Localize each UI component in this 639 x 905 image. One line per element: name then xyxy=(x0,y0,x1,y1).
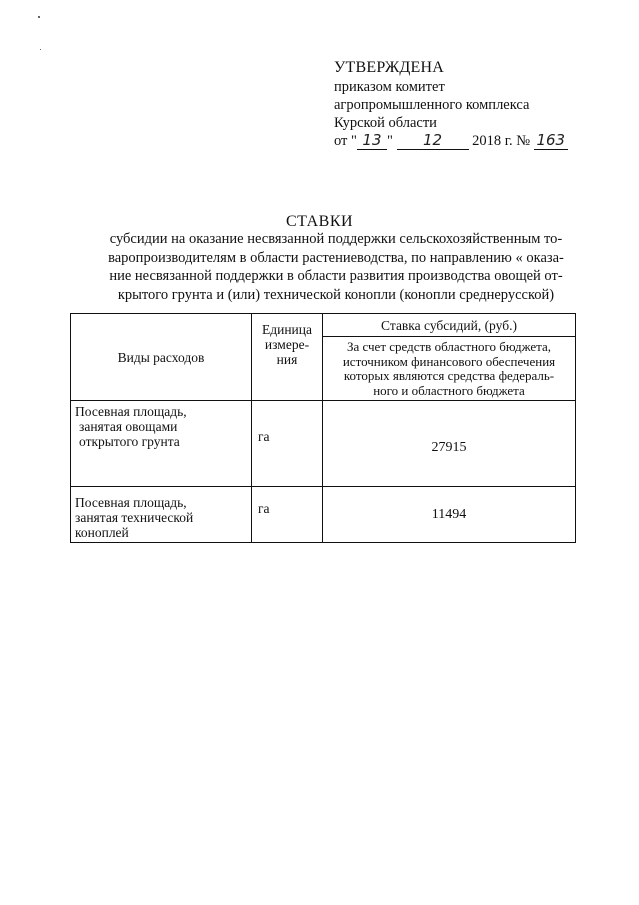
subtitle-line: крытого грунта и (или) технической конопли (конопли среднерусской) xyxy=(117,286,555,303)
header-unit-line: Единица xyxy=(261,322,312,337)
header-source-line: ного и областного бюджета xyxy=(373,382,525,398)
row-kind-line: Посевная площадь, xyxy=(75,404,187,419)
header-unit-line: измере- xyxy=(264,337,310,352)
subtitle-line: субсидии на оказание несвязанной поддержки сельскохозяйственным то- xyxy=(109,231,563,247)
row-rate: 11494 xyxy=(323,487,576,543)
row-expense-kind xyxy=(71,487,252,543)
table-row xyxy=(71,401,576,487)
approval-date-line xyxy=(334,132,624,150)
row-kind-line: коноплей xyxy=(75,525,129,540)
table-row xyxy=(71,487,576,543)
approval-block xyxy=(334,58,624,150)
header-expense-kind: Виды расходов xyxy=(71,314,252,401)
row-unit: га xyxy=(252,401,323,487)
date-quote: " xyxy=(386,133,393,149)
document-subtitle xyxy=(92,230,580,304)
document-title: СТАВКИ xyxy=(285,213,354,230)
header-source-line: которых являются средства федераль- xyxy=(343,368,555,383)
subtitle-line: варопроизводителям в области растениеводства, по направлению « оказа- xyxy=(108,249,564,266)
row-kind-line: занятая овощами xyxy=(79,419,178,434)
subtitle-line: ние несвязанной поддержки в области развития производства овощей от- xyxy=(109,268,563,284)
header-funding-source xyxy=(323,337,576,401)
row-kind-line: занятая технической xyxy=(75,510,194,525)
header-source-line: источником финансового обеспечения xyxy=(342,353,556,369)
rates-table xyxy=(70,313,576,543)
year-and-number-label: 2018 г. № xyxy=(472,133,531,149)
table-header-row xyxy=(71,314,576,337)
approval-title: УТВЕРЖДЕНА xyxy=(334,59,445,76)
header-unit-line: ния xyxy=(276,352,298,367)
number-blank xyxy=(534,132,568,150)
date-prefix: от " xyxy=(334,133,357,149)
row-rate: 27915 xyxy=(323,401,576,487)
approval-region-line: Курской области xyxy=(334,115,437,131)
header-unit xyxy=(252,314,323,401)
header-source-line: За счет средств областного бюджета, xyxy=(346,339,552,354)
handwritten-month: 12 xyxy=(422,131,443,149)
month-blank xyxy=(397,132,469,150)
day-blank xyxy=(357,132,387,150)
handwritten-day: 13 xyxy=(362,131,382,149)
row-unit: га xyxy=(252,487,323,543)
approval-order-line: приказом комитет xyxy=(334,79,445,95)
row-kind-line: Посевная площадь, xyxy=(75,495,187,510)
header-rate: Ставка субсидий, (руб.) xyxy=(323,314,576,337)
row-kind-line: открытого грунта xyxy=(79,434,180,449)
row-expense-kind xyxy=(71,401,252,487)
handwritten-number: 163 xyxy=(536,131,566,149)
approval-committee-line: агропромышленного комплекса xyxy=(334,97,530,113)
